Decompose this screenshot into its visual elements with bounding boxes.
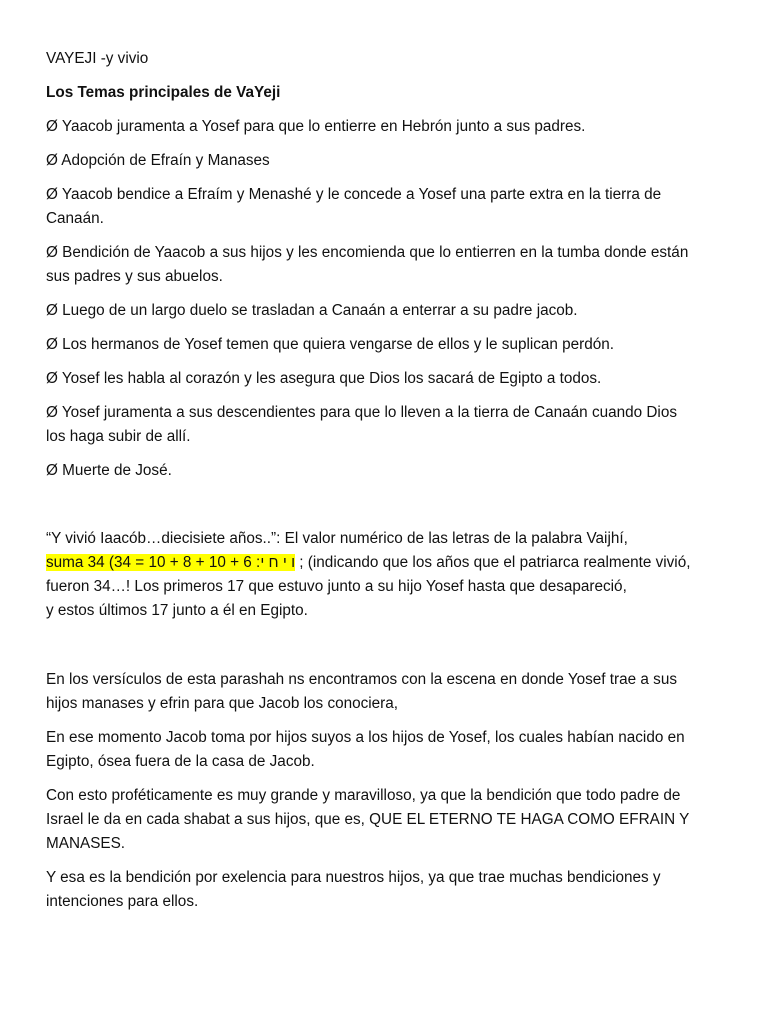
paragraph-line: Egipto, ósea fuera de la casa de Jacob.: [46, 753, 315, 770]
paragraph-line: Israel le da en cada shabat a sus hijos, que es, QUE EL ETERNO TE HAGA COMO EFRAIN Y: [46, 811, 690, 828]
section-heading: Los Temas principales de VaYeji: [46, 84, 281, 101]
bullet-item-continuation: sus padres y sus abuelos.: [46, 268, 223, 285]
bullet-item: Ø Muerte de José.: [46, 462, 172, 479]
numeric-value-line: [46, 551, 690, 575]
bullet-item: Ø Bendición de Yaacob a sus hijos y les encomienda que lo entierren en la tumba donde están: [46, 244, 689, 261]
bullet-item-continuation: los haga subir de allí.: [46, 428, 191, 445]
bullet-item-continuation: Canaán.: [46, 210, 104, 227]
paragraph-line: hijos manases y efrin para que Jacob los conociera,: [46, 695, 399, 712]
bullet-item: Ø Yosef juramenta a sus descendientes para que lo lleven a la tierra de Canaán cuando Dios: [46, 404, 677, 421]
highlighted-text: suma 34 (34 = 10 + 8 + 10 + 6 :ו י ח י: [46, 554, 296, 571]
bullet-item: Ø Adopción de Efraín y Manases: [46, 152, 270, 169]
bullet-item: Ø Yaacob juramenta a Yosef para que lo entierre en Hebrón junto a sus padres.: [46, 118, 586, 135]
paragraph-line: intenciones para ellos.: [46, 893, 199, 910]
paragraph-line: Con esto proféticamente es muy grande y maravilloso, ya que la bendición que todo padre de: [46, 787, 681, 804]
numeric-value-intro: “Y vivió Iaacób…diecisiete años..”: El valor numérico de las letras de la palabra Vaijhí,: [46, 530, 628, 547]
numeric-value-text: fueron 34…! Los primeros 17 que estuvo junto a su hijo Yosef hasta que desapareció,: [46, 578, 627, 595]
bullet-item: Ø Luego de un largo duelo se trasladan a Canaán a enterrar a su padre jacob.: [46, 302, 578, 319]
paragraph-line: MANASES.: [46, 835, 126, 852]
paragraph-line: Y esa es la bendición por exelencia para nuestros hijos, ya que trae muchas bendiciones y: [46, 869, 661, 886]
paragraph-line: En ese momento Jacob toma por hijos suyos a los hijos de Yosef, los cuales habían nacido en: [46, 729, 685, 746]
numeric-value-text: ; (indicando que los años que el patriarca realmente vivió,: [295, 554, 691, 571]
document-title: VAYEJI -y vivio: [46, 50, 149, 67]
paragraph-line: En los versículos de esta parashah ns encontramos con la escena en donde Yosef trae a sus: [46, 671, 677, 688]
bullet-item: Ø Yosef les habla al corazón y les asegura que Dios los sacará de Egipto a todos.: [46, 370, 602, 387]
bullet-item: Ø Los hermanos de Yosef temen que quiera vengarse de ellos y le suplican perdón.: [46, 336, 615, 353]
bullet-item: Ø Yaacob bendice a Efraím y Menashé y le concede a Yosef una parte extra en la tierra de: [46, 186, 662, 203]
numeric-value-text: y estos últimos 17 junto a él en Egipto.: [46, 602, 308, 619]
